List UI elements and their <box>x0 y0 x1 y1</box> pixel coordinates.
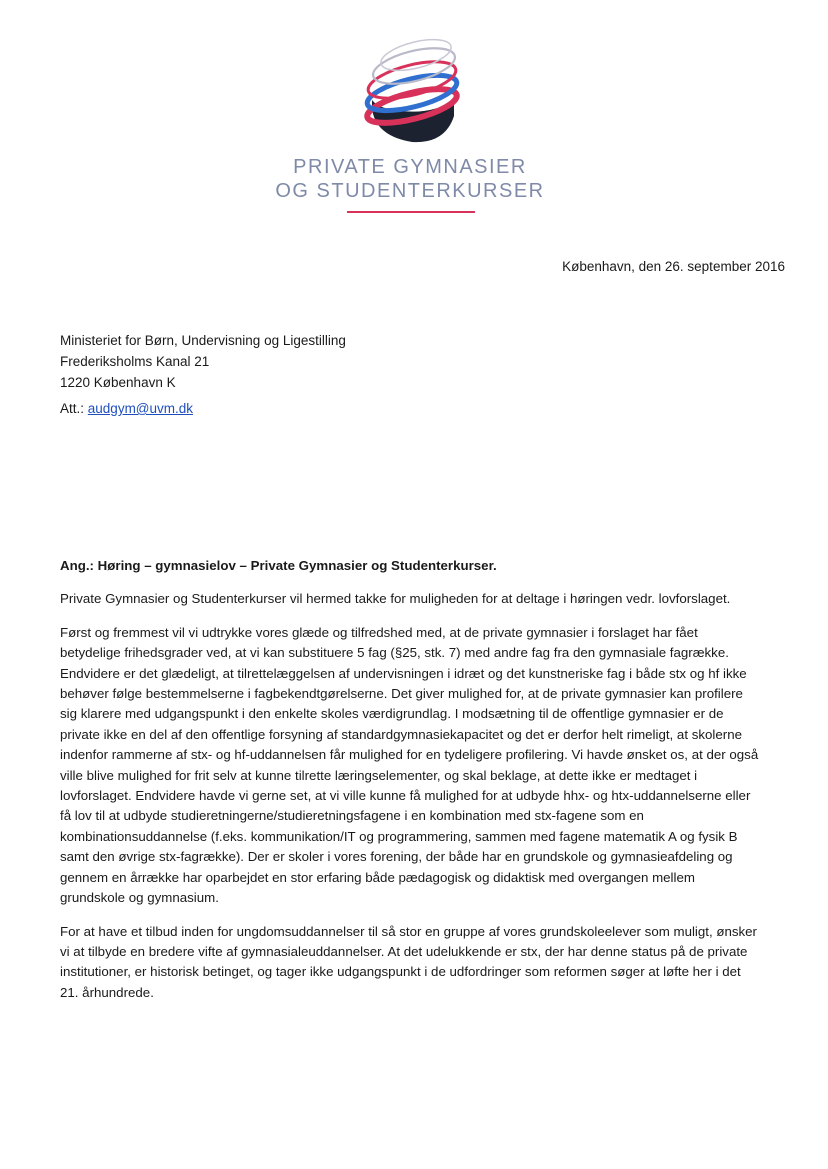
letter-body <box>60 556 760 1016</box>
letter-subject: Ang.: Høring – gymnasielov – Private Gymnasier og Studenterkurser. <box>60 558 497 573</box>
body-paragraph-1: Private Gymnasier og Studenterkurser vil hermed takke for muligheden for at deltage i høringen vedr. lovforslaget. <box>60 591 731 607</box>
recipient-line1: Ministeriet for Børn, Undervisning og Ligestilling <box>60 333 346 348</box>
attention-line <box>60 401 193 416</box>
attention-email-link[interactable]: audgym@uvm.dk <box>87 401 194 416</box>
body-paragraph-2: Først og fremmest vil vi udtrykke vores glæde og tilfredshed med, at de private gymnasier i forslaget har fået betydelige frihedsgrader ved, at vi kan substituere 5 fag (§25, stk. 7) med andre fag fra den gymnasiale fagrække. Endvidere er det glædeligt, at tilrettelæggelsen af undervisningen i idræt og det kunstneriske fag i både stx og hf ikke behøver følge bestemmelserne i fagbekendtgørelserne. Det giver mulighed for, at de private gymnasier kan profilere sig klarere med udgangspunkt i den enkelte skoles værdigrundlag. I modsætning til de offentlige gymnasier er de private ikke en del af den offentlige forsyning af standardgymnasiekapacitet og det er derfor helt rimeligt, at skolerne indenfor rammerne af stx- og hf-uddannelsen får mulighed for en tydeligere profilering. Vi havde ønsket os, at der også ville blive mulighed for frit selv at kunne tilrette læringselementer, og skal beklage, at dette ikke er medtaget i lovforslaget. Endvidere havde vi gerne set, at vi ville kunne få mulighed for at udbyde hhx- og htx-uddannelserne eller få lov til at udbyde studieretningerne/studieretningsfagene i en kombination med stx-fagene som en kombinationsuddannelse (f.eks. kommunikation/IT og programmering, sammen med fagene matematik A og fysik B samt den øvrige stx-fagrække). Der er skoler i vores forening, der både har en grundskole og gymnasieafdeling og gennem en årrække har oparbejdet en stor erfaring både pædagogisk og didaktisk med overgangen mellem grundskole og gymnasium. <box>60 624 759 906</box>
body-paragraph-3: For at have et tilbud inden for ungdomsuddannelser til så stor en gruppe af vores grundskoleelever som muligt, ønsker vi at tilbyde en bredere vifte af gymnasialeuddannelser. At det udelukkende er stx, der har denne status på de private institutioner, er historisk betinget, og tager ikke udgangspunkt i de udfordringer som reformen søger at løfte her i det 21. århundrede. <box>60 923 757 1000</box>
letter-date: København, den 26. september 2016 <box>562 259 785 274</box>
recipient-address <box>60 330 346 393</box>
recipient-line2: Frederiksholms Kanal 21 <box>60 354 210 369</box>
organization-name <box>240 155 580 203</box>
organization-name-line2: OG STUDENTERKURSER <box>275 180 545 202</box>
attention-label: Att.: <box>60 401 85 416</box>
organization-logo <box>350 38 470 150</box>
recipient-line3: 1220 København K <box>60 375 176 390</box>
organization-name-line1: PRIVATE GYMNASIER <box>293 156 527 178</box>
letterhead-divider <box>347 211 475 213</box>
